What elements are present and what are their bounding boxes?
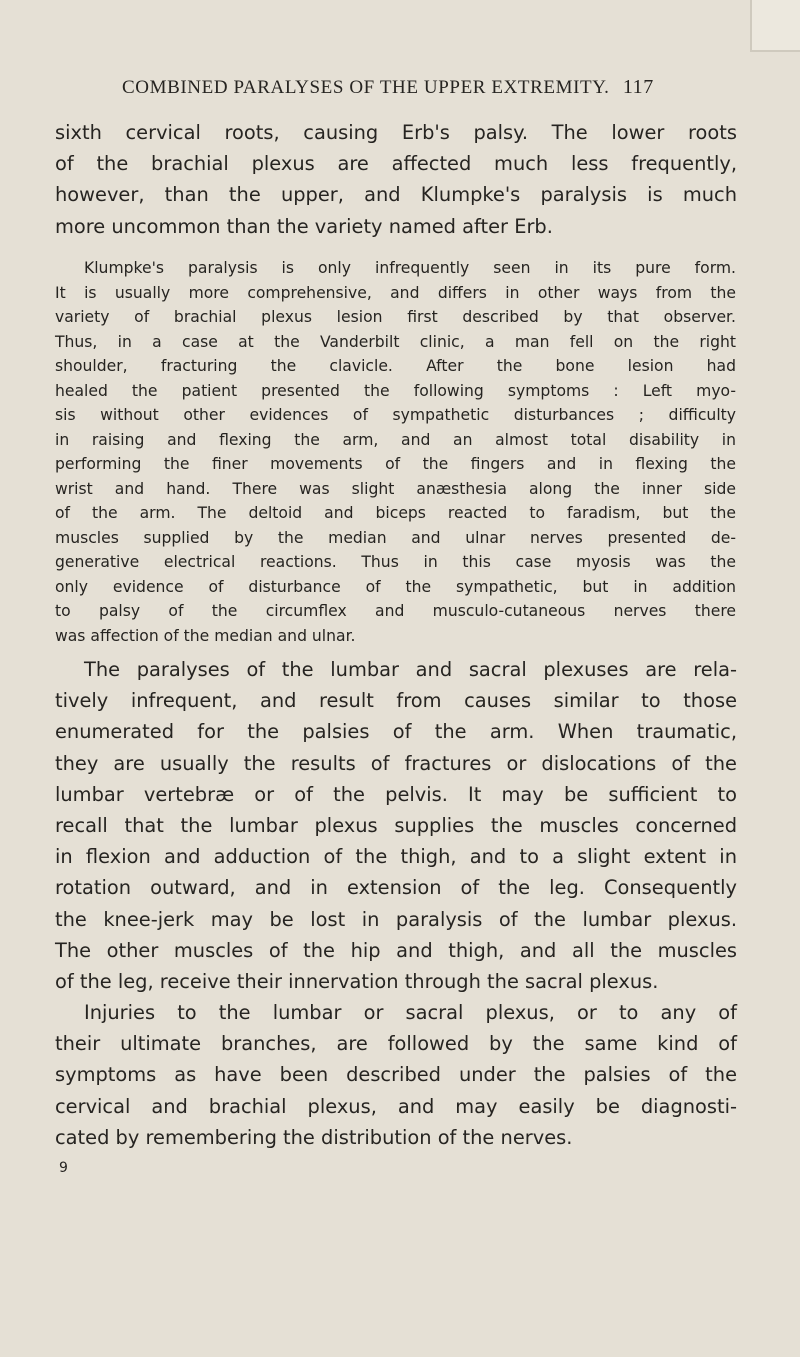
text-line: shoulder, fracturing the clavicle. After the bone lesion had xyxy=(55,357,736,375)
text-line: symptoms as have been described under the palsies of the xyxy=(55,1063,737,1087)
text-line: the knee-jerk may be lost in paralysis of the lumbar plexus. xyxy=(55,907,737,931)
text-line: recall that the lumbar plexus supplies the muscles concerned xyxy=(55,814,737,838)
text-line: lumbar vertebræ or of the pelvis. It may be sufficient to xyxy=(55,782,737,806)
page-number: 117 xyxy=(622,76,654,98)
text-line: performing the finer movements of the fingers and in flexing the xyxy=(55,455,736,473)
text-line: of the leg, receive their innervation through the sacral plexus. xyxy=(55,970,659,994)
text-line: was affection of the median and ulnar. xyxy=(55,626,356,645)
paragraph-case-report xyxy=(55,256,736,648)
text-line: of the arm. The deltoid and biceps reacted to faradism, but the xyxy=(55,504,736,522)
text-line: Klumpke's paralysis is only infrequently seen in its pure form. xyxy=(84,259,736,277)
paragraph-lumbar-sacral xyxy=(55,654,737,997)
running-title: COMBINED PARALYSES OF THE UPPER EXTREMITY. xyxy=(122,77,610,98)
text-line: It is usually more comprehensive, and differs in other ways from the xyxy=(55,283,736,302)
text-line: The other muscles of the hip and thigh, and all the muscles xyxy=(55,938,737,962)
paragraph-continuation xyxy=(55,117,737,242)
text-line: muscles supplied by the median and ulnar nerves presented de- xyxy=(55,528,736,547)
text-line: enumerated for the palsies of the arm. When traumatic, xyxy=(55,720,737,744)
paragraph-injuries xyxy=(55,997,737,1153)
text-line: healed the patient presented the following symptoms : Left myo- xyxy=(55,381,736,400)
adjacent-page-edge xyxy=(750,0,800,52)
text-line: only evidence of disturbance of the sympathetic, but in addition xyxy=(55,577,736,596)
text-line: sis without other evidences of sympathetic disturbances ; difficulty xyxy=(55,406,736,424)
text-line: to palsy of the circumflex and musculo-cutaneous nerves there xyxy=(55,602,736,620)
text-line: cated by remembering the distribution of the nerves. xyxy=(55,1125,573,1149)
text-line: The paralyses of the lumbar and sacral plexuses are rela- xyxy=(84,658,737,681)
text-line: their ultimate branches, are followed by the same kind of xyxy=(55,1032,737,1056)
text-line: sixth cervical roots, causing Erb's palsy. The lower roots xyxy=(55,121,737,144)
text-line: Thus, in a case at the Vanderbilt clinic, a man fell on the right xyxy=(55,332,736,351)
text-line: tively infrequent, and result from causes similar to those xyxy=(55,689,737,713)
text-line: of the brachial plexus are affected much less frequently, xyxy=(55,152,737,176)
text-line: in flexion and adduction of the thigh, and to a slight extent in xyxy=(55,845,737,869)
running-header xyxy=(122,76,654,99)
text-line: Injuries to the lumbar or sacral plexus, or to any of xyxy=(84,1001,737,1024)
text-line: generative electrical reactions. Thus in this case myosis was the xyxy=(55,553,736,571)
text-line: more uncommon than the variety named after Erb. xyxy=(55,214,553,238)
text-line: however, than the upper, and Klumpke's paralysis is much xyxy=(55,183,737,207)
text-line: variety of brachial plexus lesion first described by that observer. xyxy=(55,308,736,326)
text-line: in raising and flexing the arm, and an almost total disability in xyxy=(55,430,736,449)
text-line: rotation outward, and in extension of the leg. Consequently xyxy=(55,876,737,900)
text-line: wrist and hand. There was slight anæsthesia along the inner side xyxy=(55,479,736,498)
signature-mark: 9 xyxy=(59,1160,68,1176)
text-line: cervical and brachial plexus, and may easily be diagnosti- xyxy=(55,1094,737,1118)
text-line: they are usually the results of fractures or dislocations of the xyxy=(55,751,737,775)
